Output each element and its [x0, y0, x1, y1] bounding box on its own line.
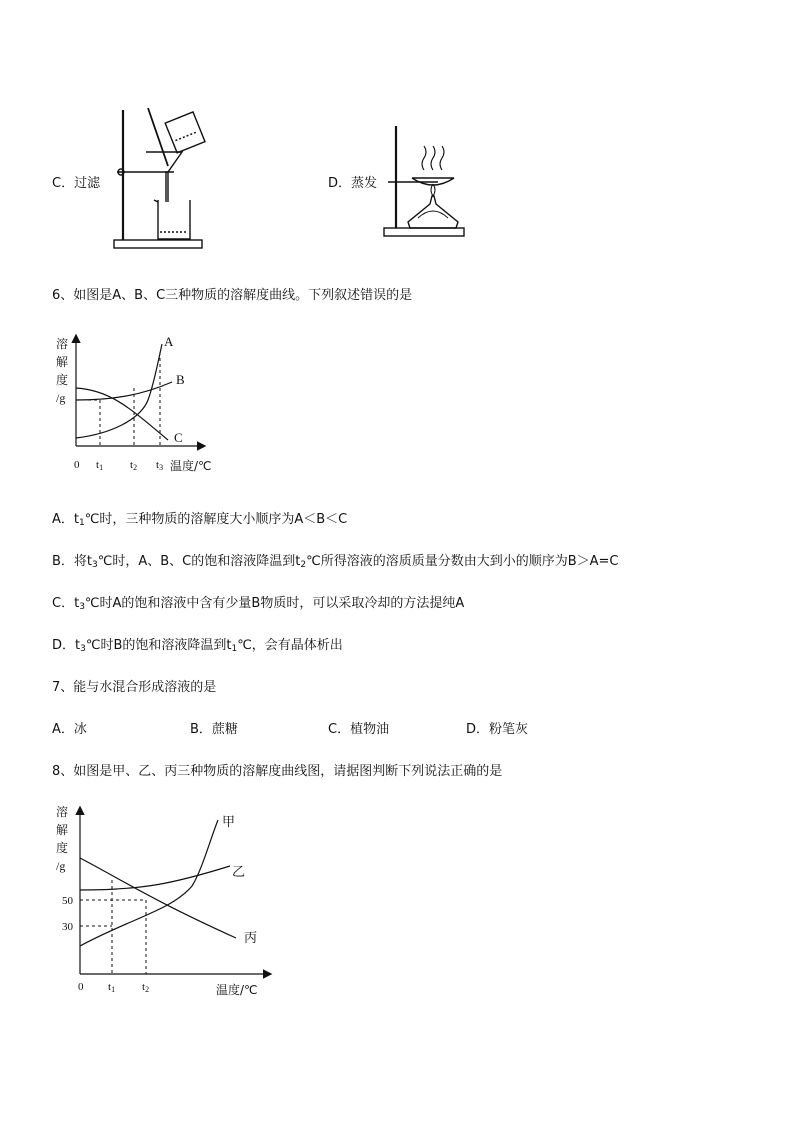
y-label-line-3: 度	[56, 841, 69, 855]
flame	[431, 184, 435, 196]
evaporation-apparatus-figure	[378, 122, 468, 240]
x-axis-label: 温度/℃	[170, 459, 212, 473]
q6-option-c: C．$t_3℃$时A的饱和溶液中含有少量B物质时，可以采取冷却的方法提纯A	[52, 596, 465, 612]
pouring-beaker	[165, 112, 205, 153]
steam	[422, 146, 444, 170]
x-axis-label: 温度/℃	[216, 983, 258, 997]
glass-rod	[148, 108, 168, 166]
alcohol-lamp	[408, 196, 458, 228]
q7-option-d: D．粉笔灰	[466, 722, 529, 737]
curve-label-yi: 乙	[232, 865, 246, 880]
origin-label: 0	[74, 459, 80, 471]
curve-label-b: B	[176, 372, 185, 387]
tick-t3: t3	[156, 459, 164, 472]
y-label-line-2: 解	[56, 355, 69, 369]
stand-base	[384, 228, 464, 236]
curve-jia	[80, 820, 218, 946]
q6-solubility-chart	[50, 330, 230, 478]
receiving-beaker	[158, 200, 190, 239]
tick-t1: t1	[96, 459, 104, 472]
y-label-line-3: 度	[56, 373, 69, 387]
funnel	[146, 152, 182, 202]
tick-t2: t2	[142, 981, 150, 994]
q8-solubility-chart	[52, 800, 282, 1000]
q6-option-d: D．$t_3℃$时B的饱和溶液降温到$t_1℃$，会有晶体析出	[52, 638, 343, 654]
y-label-line-4: /g	[56, 859, 66, 873]
q7-option-b: B．蔗糖	[190, 722, 238, 737]
curve-label-bing: 丙	[244, 931, 258, 946]
q7-stem: 7、能与水混合形成溶液的是	[52, 680, 217, 695]
curve-label-a: A	[164, 334, 174, 349]
q6-option-b: B．将$t_3℃$时，A、B、C的饱和溶液降温到$t_2℃$所得溶液的溶质质量分数由大到小的顺序为B＞A=C	[52, 554, 619, 570]
stand-base	[114, 240, 202, 248]
origin-label: 0	[78, 981, 84, 993]
q7-option-a: A．冰	[52, 722, 87, 737]
y-label-line-2: 解	[56, 823, 69, 837]
y-label-line-1: 溶	[56, 805, 69, 819]
curve-label-jia: 甲	[222, 815, 236, 830]
curve-c	[76, 388, 168, 440]
tick-t1: t1	[108, 981, 116, 994]
curve-b	[76, 382, 172, 400]
q8-stem: 8、如图是甲、乙、丙三种物质的溶解度曲线图，请据图判断下列说法正确的是	[52, 764, 503, 779]
curve-bing	[80, 858, 236, 938]
tick-t2: t2	[130, 459, 138, 472]
y-tick-30: 30	[62, 921, 73, 933]
q7-option-c: C．植物油	[328, 722, 390, 737]
y-label-line-4: /g	[56, 391, 66, 405]
q5-option-d-label: D．蒸发	[328, 176, 378, 191]
q5-option-c-label: C．过滤	[52, 176, 101, 191]
curve-label-c: C	[174, 430, 183, 445]
y-label-line-1: 溶	[56, 337, 69, 351]
q6-stem: 6、如图是A、B、C三种物质的溶解度曲线。下列叙述错误的是	[52, 288, 413, 303]
q6-option-a: A．$t_1℃$时，三种物质的溶解度大小顺序为A＜B＜C	[52, 512, 348, 528]
y-tick-50: 50	[62, 895, 73, 907]
filtration-apparatus-figure	[108, 106, 208, 252]
